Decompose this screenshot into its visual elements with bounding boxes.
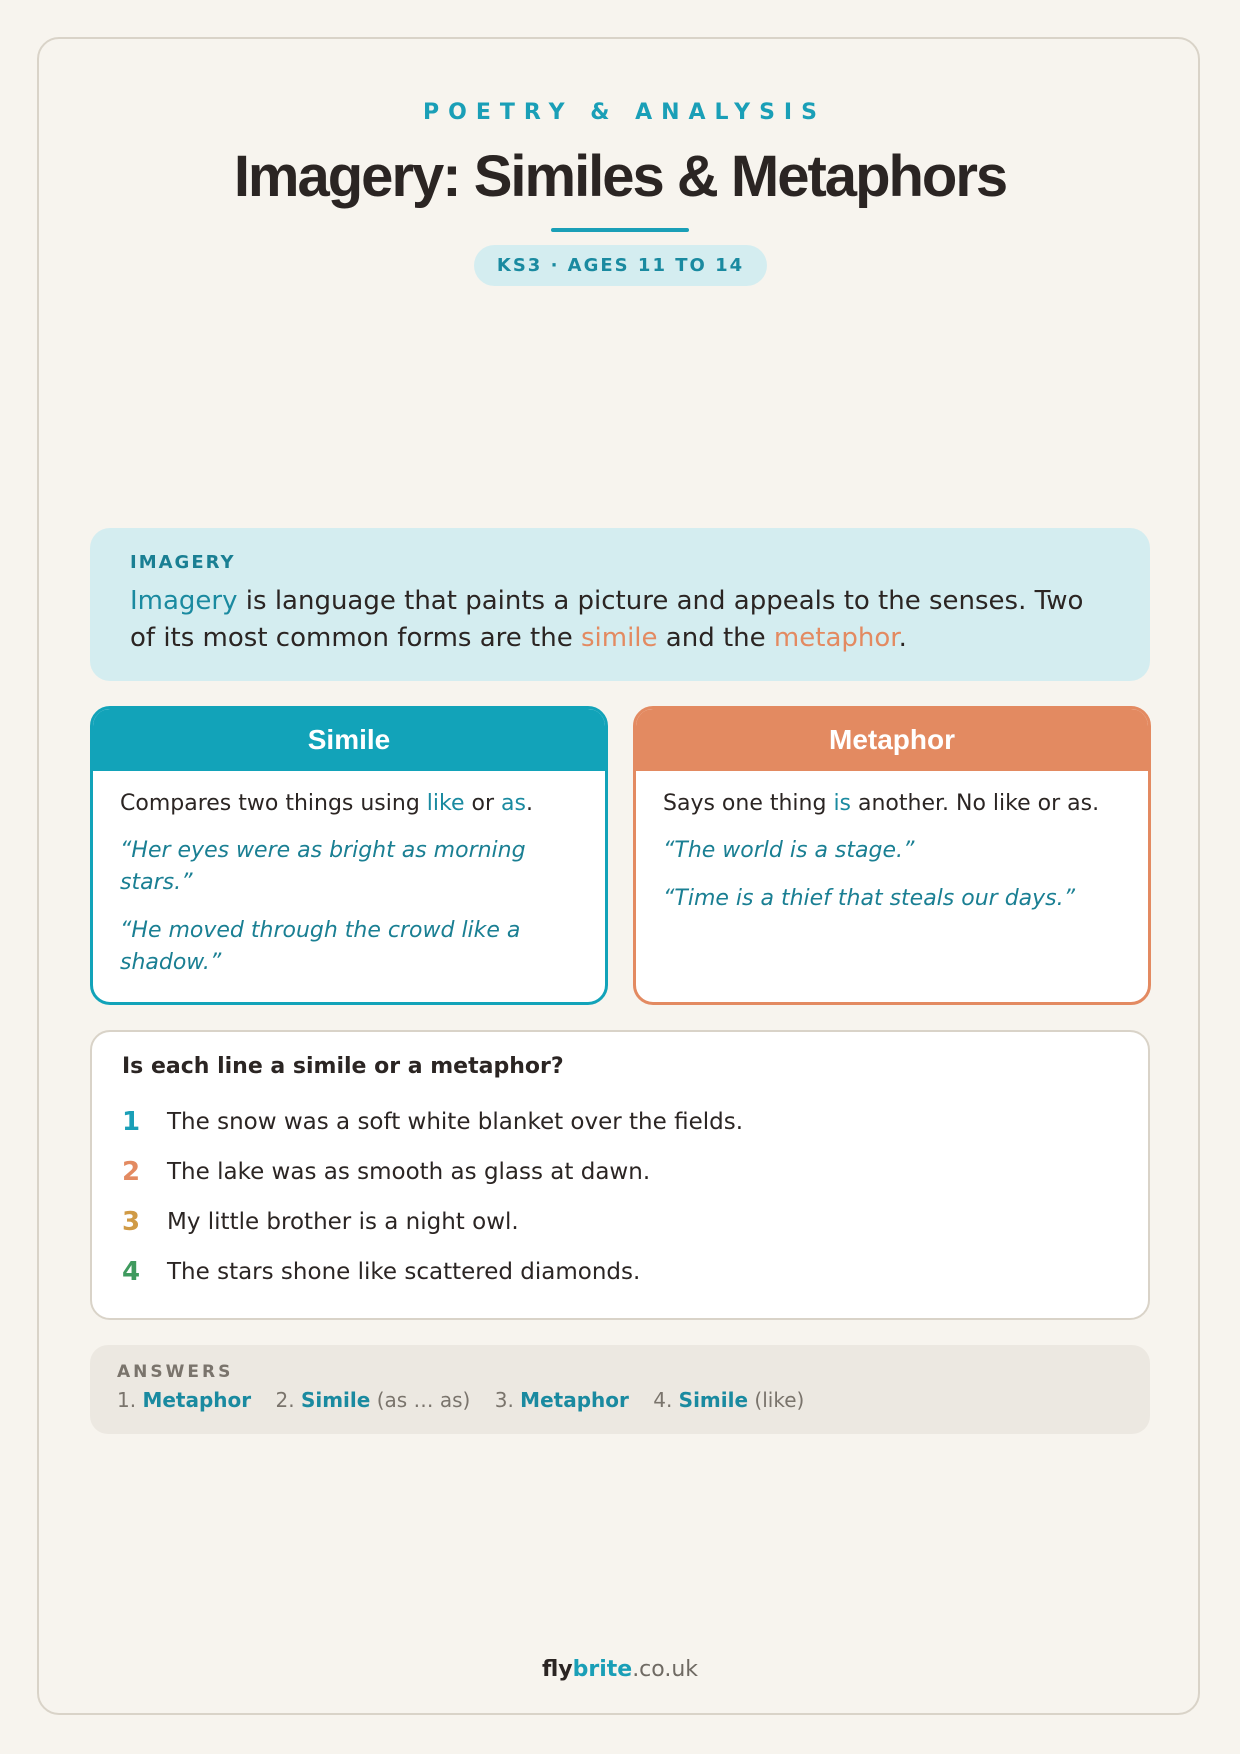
- metaphor-example: “The world is a stage.”: [663, 838, 915, 863]
- metaphor-desc-part: Says one thing: [663, 791, 834, 816]
- quiz-item: [122, 1147, 1118, 1197]
- quiz-item-text: The stars shone like scattered diamonds.: [167, 1259, 641, 1285]
- term-metaphor: metaphor: [773, 623, 899, 653]
- subject-eyebrow: POETRY & ANALYSIS: [423, 100, 826, 125]
- quiz-question: Is each line a simile or a metaphor?: [122, 1054, 564, 1079]
- title-underline: [551, 228, 689, 232]
- answer-word: Simile: [300, 1388, 371, 1412]
- simile-example: “He moved through the crowd like a shadow.”: [120, 918, 521, 975]
- metaphor-card-title: Metaphor: [636, 709, 1148, 771]
- keyword-as: as: [501, 791, 526, 816]
- quiz-item: [122, 1247, 1118, 1297]
- metaphor-card: [633, 706, 1151, 1005]
- simile-example: “Her eyes were as bright as morning stars.”: [120, 838, 526, 895]
- term-simile: simile: [580, 623, 658, 653]
- answer-note: (as … as): [376, 1388, 471, 1412]
- simile-card: [90, 706, 608, 1005]
- answer-word: Simile: [678, 1388, 749, 1412]
- brand-brite: brite: [572, 1657, 633, 1682]
- definition-heading: IMAGERY: [130, 552, 236, 573]
- answer-item: [495, 1388, 629, 1412]
- definition-text-part: and the: [657, 623, 774, 653]
- keyword-like: like: [426, 791, 465, 816]
- answer-word: Metaphor: [520, 1388, 629, 1412]
- answer-number: 1.: [117, 1388, 137, 1412]
- answer-item: [653, 1388, 804, 1412]
- term-imagery: Imagery: [130, 586, 238, 616]
- quiz-item-text: The lake was as smooth as glass at dawn.: [167, 1159, 651, 1185]
- simile-desc-part: .: [525, 791, 533, 816]
- quiz-item-number: 4: [122, 1257, 141, 1287]
- answer-note: (like): [754, 1388, 805, 1412]
- keyword-is: is: [833, 791, 852, 816]
- answer-number: 4.: [653, 1388, 673, 1412]
- answers-box: [90, 1345, 1150, 1434]
- metaphor-description: [663, 789, 1121, 819]
- age-badge: KS3 · AGES 11 TO 14: [474, 245, 767, 286]
- metaphor-desc-part: another. No like or as.: [851, 791, 1100, 816]
- simile-desc-part: or: [464, 791, 502, 816]
- brand-domain: .co.uk: [632, 1657, 699, 1682]
- simile-desc-part: Compares two things using: [120, 791, 427, 816]
- footer-brand[interactable]: [0, 1657, 1240, 1682]
- answers-heading: ANSWERS: [117, 1362, 234, 1382]
- quiz-item: [122, 1197, 1118, 1247]
- quiz-item-text: My little brother is a night owl.: [167, 1209, 519, 1235]
- quiz-list: [122, 1097, 1118, 1297]
- definition-text-part: .: [898, 623, 907, 653]
- metaphor-example: “Time is a thief that steals our days.”: [663, 886, 1076, 911]
- page-title: Imagery: Similes & Metaphors: [233, 144, 1007, 209]
- answer-item: [276, 1388, 471, 1412]
- definition-text-part: is language that paints a picture and appeals to the senses. Two of its most common forms are the: [130, 586, 1084, 653]
- brand-fly: fly: [541, 1657, 573, 1682]
- simile-description: [120, 789, 578, 819]
- quiz-item: [122, 1097, 1118, 1147]
- answers-row: [117, 1388, 1123, 1412]
- definition-text: [130, 583, 1110, 657]
- answer-number: 2.: [275, 1388, 295, 1412]
- quiz-box: [90, 1030, 1150, 1320]
- quiz-item-number: 1: [122, 1107, 141, 1137]
- answer-number: 3.: [494, 1388, 514, 1412]
- quiz-item-text: The snow was a soft white blanket over the fields.: [167, 1109, 743, 1135]
- quiz-item-number: 2: [122, 1157, 141, 1187]
- definition-box: [90, 528, 1150, 681]
- simile-card-title: Simile: [93, 709, 605, 771]
- answer-word: Metaphor: [142, 1388, 252, 1412]
- quiz-item-number: 3: [122, 1207, 141, 1237]
- answer-item: [117, 1388, 251, 1412]
